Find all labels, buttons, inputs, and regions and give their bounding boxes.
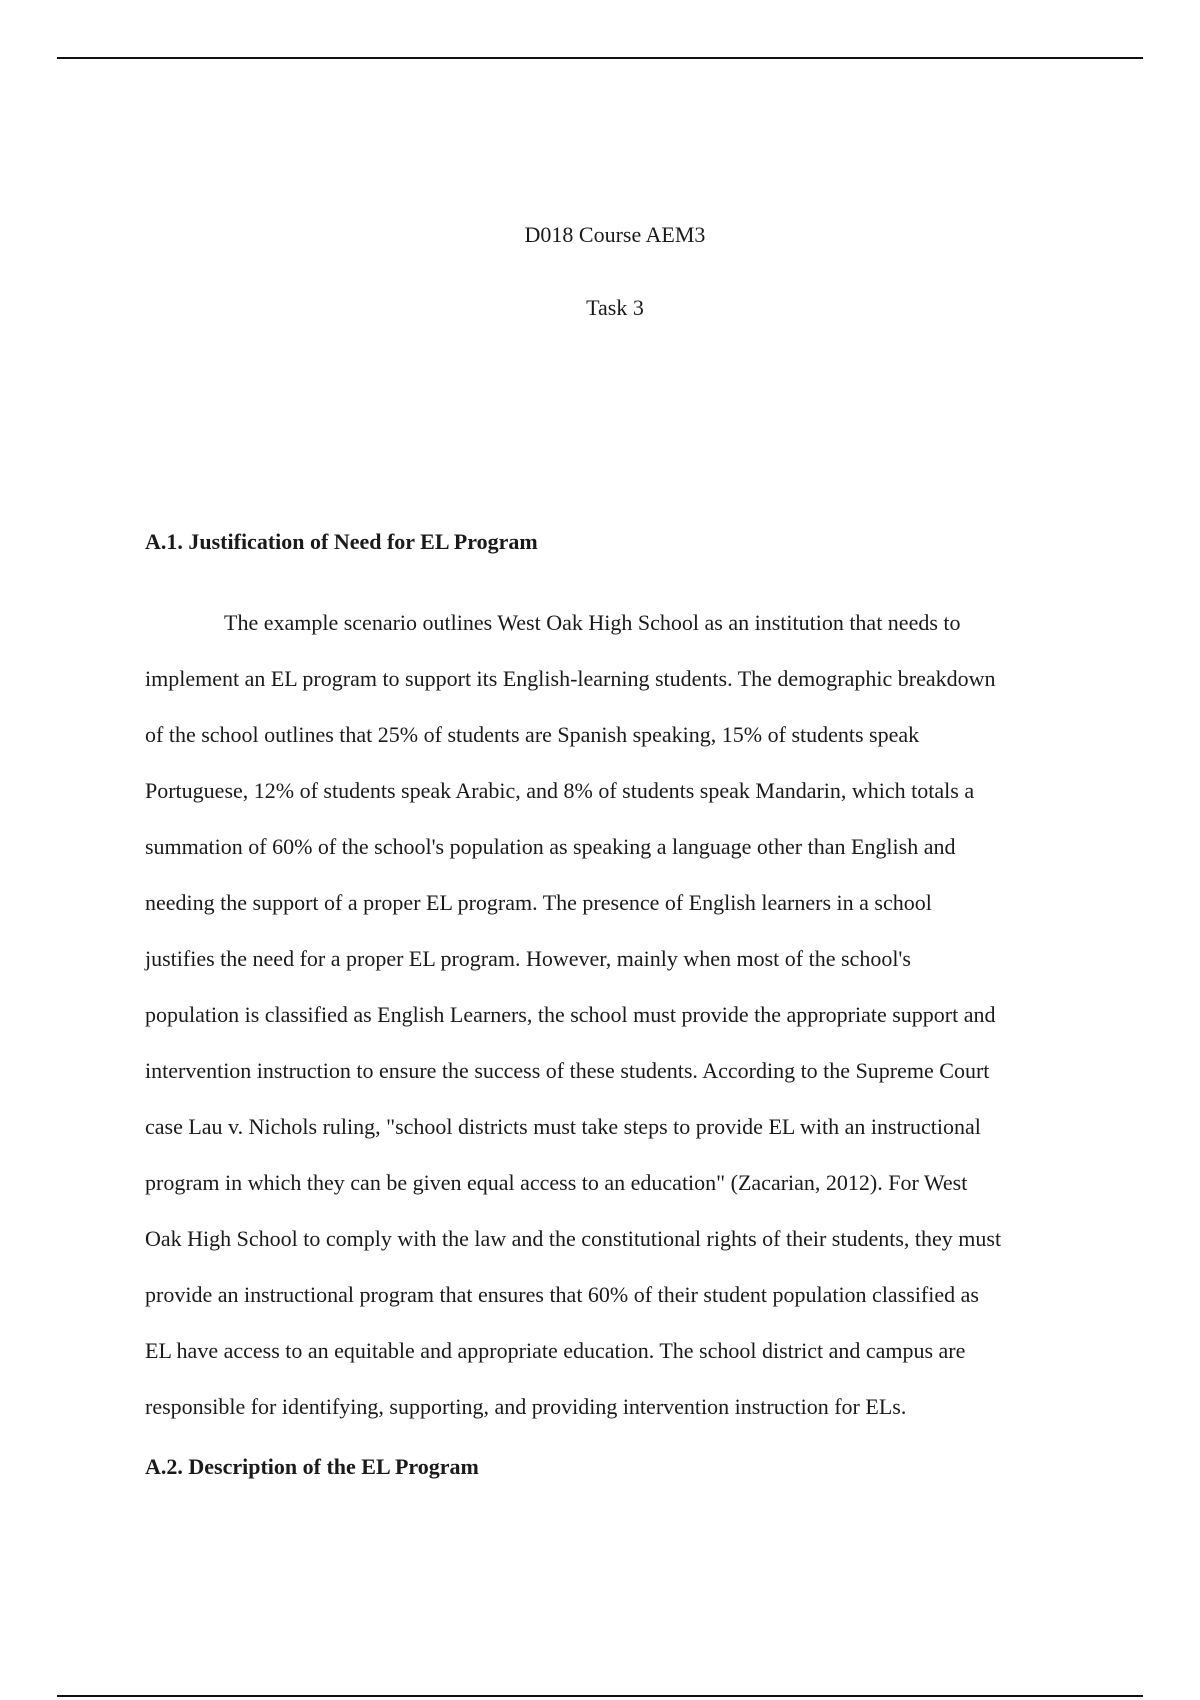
paragraph-line: of the school outlines that 25% of students are Spanish speaking, 15% of students speak (145, 722, 920, 747)
paragraph-line: needing the support of a proper EL program. The presence of English learners in a school (145, 890, 932, 915)
document-title: D018 Course AEM3 (524, 222, 706, 247)
bottom-divider (57, 1695, 1143, 1697)
section-a1-paragraph (145, 595, 1090, 1435)
paragraph-line: intervention instruction to ensure the success of these students. According to the Supreme Court (145, 1058, 990, 1083)
paragraph-line: Oak High School to comply with the law and the constitutional rights of their students, they must (145, 1226, 1002, 1251)
top-divider (57, 57, 1143, 59)
paragraph-line: responsible for identifying, supporting, and providing intervention instruction for ELs. (145, 1394, 907, 1419)
paragraph-line: provide an instructional program that ensures that 60% of their student population classified as (145, 1282, 979, 1307)
section-heading-a2: A.2. Description of the EL Program (145, 1454, 479, 1479)
paragraph-line: program in which they can be given equal access to an education" (Zacarian, 2012). For West (145, 1170, 968, 1195)
paragraph-line: EL have access to an equitable and appropriate education. The school district and campus are (145, 1338, 966, 1363)
paragraph-line: Portuguese, 12% of students speak Arabic, and 8% of students speak Mandarin, which totals a (145, 778, 975, 803)
paragraph-line: The example scenario outlines West Oak High School as an institution that needs to (224, 610, 961, 635)
paragraph-line: population is classified as English Learners, the school must provide the appropriate support and (145, 1002, 996, 1027)
paragraph-line: summation of 60% of the school's population as speaking a language other than English and (145, 834, 956, 859)
paragraph-line: justifies the need for a proper EL program. However, mainly when most of the school's (145, 946, 911, 971)
document-subtitle: Task 3 (586, 295, 644, 320)
section-heading-a1: A.1. Justification of Need for EL Program (145, 529, 538, 554)
paragraph-line: implement an EL program to support its English-learning students. The demographic breakdown (145, 666, 996, 691)
paragraph-line: case Lau v. Nichols ruling, "school districts must take steps to provide EL with an instructional (145, 1114, 981, 1139)
